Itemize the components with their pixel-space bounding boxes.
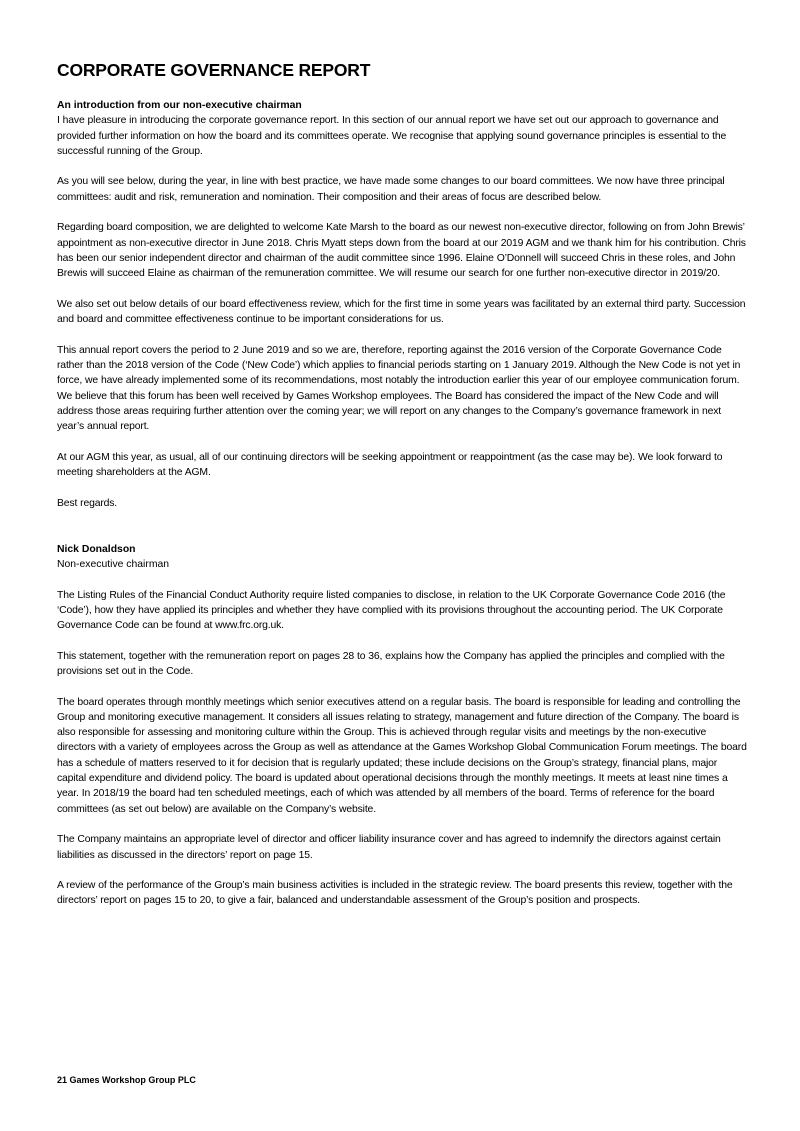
intro-paragraph: This annual report covers the period to 2 June 2019 and so we are, therefore, reporting against the 2016 version of the Corporate Governance Code rather than the 2018 version of the Code (‘New Code’) which applies to financial periods starting on 1 January 2019. Although the New Code is not yet in force, we have already implemented some of its recommendations, most notably the introduction earlier this year of our employee communication forum. We believe that this forum has been well received by Games Workshop employees. The Board has considered the impact of the New Code and will address those areas requiring further attention over the coming year; we will report on any changes to the Company’s governance framework in next year’s annual report.	[57, 344, 741, 433]
page-footer: 21 Games Workshop Group PLC	[57, 1075, 196, 1085]
document-page	[57, 58, 747, 924]
body-paragraph-board-operations: The board operates through monthly meetings which senior executives attend on a regular basis. The board is responsible for leading and controlling the Group and monitoring executive management. It considers all issues relating to strategy, management and future direction of the Company. The board is also responsible for assessing and monitoring culture within the Group. This is achieved through regular visits and meetings by the non-executive directors with a variety of employees across the Group as well as attendance at the Games Workshop Global Communication Forum meetings. The board has a schedule of matters reserved to it for decision that is regularly updated; these include decisions on the Group’s strategy, financial plans, major capital expenditure and dividend policy. The board is updated about operational decisions through the monthly meetings. It meets at least nine times a year. In 2018/19 the board had ten scheduled meetings, each of which was attended by all members of the board. Terms of reference for the board committees (as set out below) are available on the Company’s website.	[57, 696, 747, 815]
body-paragraph-statement: This statement, together with the remuneration report on pages 28 to 36, explains how the Company has applied the principles and complied with the provisions set out in the Code.	[57, 650, 725, 677]
closing-salutation: Best regards.	[57, 497, 118, 509]
body-paragraph-review: A review of the performance of the Group’s main business activities is included in the strategic review. The board presents this review, together with the directors’ report on pages 15 to 20, to give a fair, balanced and understandable assessment of the Group’s position and prospects.	[57, 880, 733, 907]
signatory-role: Non-executive chairman	[57, 558, 170, 570]
intro-heading: An introduction from our non-executive chairman	[57, 100, 302, 111]
intro-paragraph: As you will see below, during the year, in line with best practice, we have made some changes to our board committees. We now have three principal committees: audit and risk, remuneration and nomination. Their composition and their areas of focus are described below.	[57, 176, 725, 203]
page-title: CORPORATE GOVERNANCE REPORT	[57, 60, 371, 80]
spacer	[57, 526, 747, 541]
body-paragraph-listing-rules: The Listing Rules of the Financial Conduct Authority require listed companies to disclose, in relation to the UK Corporate Governance Code 2016 (the ‘Code’), how they have applied its principles and whether they have complied with its provisions throughout the accounting period. The UK Corporate Governance Code can be found at www.frc.org.uk.	[57, 589, 726, 632]
intro-paragraph: We also set out below details of our board effectiveness review, which for the first time in some years was facilitated by an external third party. Succession and board and committee effectiveness continue to be important considerations for us.	[57, 298, 746, 326]
intro-paragraph: I have pleasure in introducing the corporate governance report. In this section of our annual report we have set out our approach to governance and provided further information on how the board and its committees operate. We recognise that applying sound governance principles is essential to the successful running of the Group.	[57, 115, 727, 157]
body-paragraph-insurance: The Company maintains an appropriate level of director and officer liability insurance cover and has agreed to indemnify the directors against certain liabilities as discussed in the directors’ report on page 15.	[57, 834, 721, 861]
signatory-name: Nick Donaldson	[57, 543, 136, 555]
intro-paragraph: At our AGM this year, as usual, all of our continuing directors will be seeking appointment or reappointment (as the case may be). We look forward to meeting shareholders at the AGM.	[57, 451, 723, 479]
intro-paragraph: Regarding board composition, we are delighted to welcome Kate Marsh to the board as our newest non-executive director, following on from John Brewis’ appointment as non-executive director in June 2018. Chris Myatt steps down from the board at our 2019 AGM and we thank him for his contribution. Chris has been our senior independent director and chairman of the audit committee since 1996. Elaine O’Donnell will succeed Chris in these roles, and John Brewis will succeed Elaine as chairman of the remuneration committee. We will resume our search for one further non-executive director in 2019/20.	[57, 222, 746, 280]
